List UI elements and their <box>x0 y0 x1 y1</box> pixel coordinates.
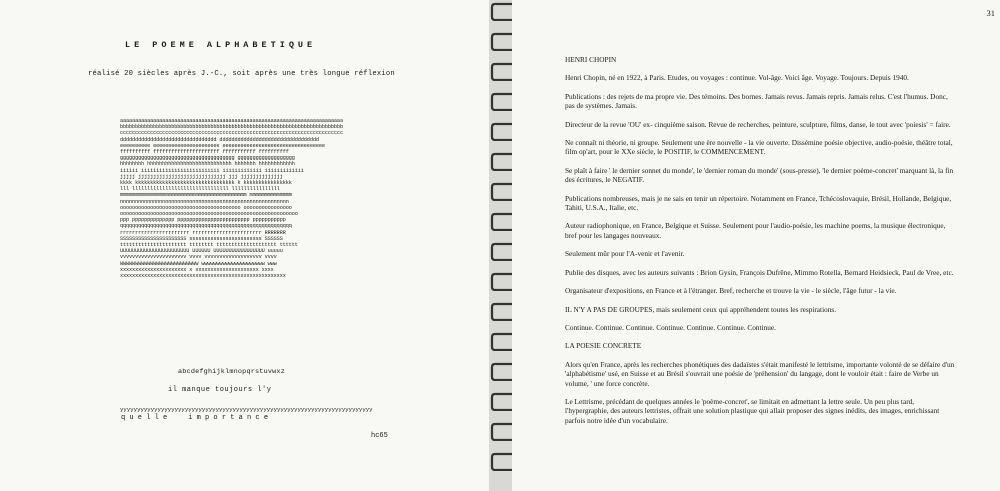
article-paragraph: Ne connaît ni théorie, ni groupe. Seulement une ère nouvelle - la vie ouverte. Dissémine poésie objective, audio-poésie, théâtre total, film op'art, pour le XXe siècle, le POSITIF, le COMMENCEMENT. <box>565 138 953 157</box>
article-paragraph: Continue. Continue. Continue. Continue. Continue. Continue. Continue. <box>565 322 776 332</box>
alphabet-line: xxxxxxxxxxxxxxxxxxxxxx x xxxxxxxxxxxxxxxxxxxxx xxxx <box>120 266 274 273</box>
article-paragraph: IL N'Y A PAS DE GROUPES, mais seulement ceux qui appréhendent toutes les respirations. <box>565 304 837 314</box>
article-paragraph: Henri Chopin, né en 1922, à Paris. Etudes, ou voyages : continue. Vol-âge. Voici âge. Voyage. Toujours. Depuis 1940. <box>565 73 909 83</box>
alphabet-line: xxxxxxxxxxxxxxxxxxxxxxxxxxxxxxxxxxxxxxxxxxxxxxxxxxxxxxx <box>120 273 286 280</box>
article-paragraph: Publications : des rejets de ma propre vie. Des témoins. Des bornes. Jamais revus. Jamais repris. Jamais relus. C'est l'humus. Donc, pas de systèmes. Jamais. <box>565 91 948 111</box>
signature: hc65 <box>371 432 388 440</box>
alphabet-line: gggggggggggggggggggggggggggggggggggggg ggggggggggggggggggg <box>120 155 295 162</box>
article-body <box>565 55 958 434</box>
alphabet-text: abcdefghijklmnopqrstuvwxz <box>178 368 285 376</box>
alphabet-line: qqqqqqqqqqqqqqqqqqqqqqqqqqqqqqqqqqqqqqqqqqqqqqqqqqqqqqqqq <box>120 223 292 230</box>
article-paragraph: Seulement mûr pour l'A-venir et l'avenir. <box>565 249 685 259</box>
alphabet-line: hhhhhhhh hhhhhhhhhhhhhhhhhhhhhhhhhhhh hhhhhhh hhhhhhhhhhhh <box>120 161 295 168</box>
article-paragraph: Organisateur d'expositions, en France et à l'étranger. Bref, recherche et trouve la vie - le siècle, l'âge futur - la vie. <box>565 286 897 296</box>
y-line: yyyyyyyyyyyyyyyyyyyyyyyyyyyyyyyyyyyyyyyyyyyyyyyyyyyyyyyyyyyyyyyyyyyyyyyyyy <box>120 406 373 413</box>
article-paragraph: Publie des disques, avec les auteurs suivants : Brion Gysin, François Dufrêne, Mimmo Rotella, Bernard Heidsieck, Paul de Vree, etc. <box>565 267 954 277</box>
alphabet-line: bbbbbbbbbbbbbbbbbbbbbbbbbbbbbbbbbbbbbbbbbbbbbbbbbbbbbbbbbbbbbbbbbbbbbbbbbb <box>120 124 343 131</box>
poem-subtitle: réalisé 20 siècles après J.-C., soit après une très longue réflexion <box>88 70 395 78</box>
alphabet-line: rrrrrrrrrrrrrrrrrrrrrrr rrrrrrrrrrrrrrrrrrrrrrr RRRRRRR <box>120 229 286 236</box>
alphabet-line: oooooooooooooooooooooooooooooooooooooooo oooooooooooooooo <box>120 204 292 211</box>
left-page <box>0 0 496 491</box>
alphabet-line: cccccccccccccccccccccccccccccccccccccccccccccccccccccccccccccccccccccccccc <box>120 130 343 137</box>
section-heading: LA POESIE CONCRETE <box>565 341 642 351</box>
alphabet-line: SSSSSSSSSSSSSSSSSSSSSS ssssssssssssssssssssssss SSSSSS <box>120 235 283 242</box>
alphabet-line: ppp pppppppppppppp pppppppppppppppppppppppp ppppppppppp <box>120 217 286 224</box>
article-paragraph: Directeur de la revue 'OU' ex- cinquième saison. Revue de recherches, peinture, sculpture, films, danse, le tout avec 'poiesis' = faire. <box>565 119 951 129</box>
quelle-importance-text: q u e l l e i m p o r t a n c e <box>121 414 269 422</box>
article-paragraph: Se plaît à faire ' le dernier sonnet du monde', le 'dernier roman du monde' (sous-presse), 'le dernier poème-concret' marquant là, la fin des écritures, le NEGATIF. <box>565 165 954 185</box>
article-paragraph: Auteur radiophonique, en France, Belgique et Suisse. Seulement pour l'audio-poésie, les machine poems, la musique électronique, bref pour les langages nouveaux. <box>565 221 946 240</box>
alphabet-line: eeeeeeeeee eeeeeeeeeeeeeeeeeeeeee eeeeeeeeeeeeeeeeeeeeeeeeeeeeeeeeee <box>120 142 325 149</box>
alphabet-line: mmmmmmmmmmmmmmmmmmmmmmmmmmmmmmmmmmmmmmmmmm mmmmmmmmmmmmmm <box>120 192 292 199</box>
article-heading: HENRI CHOPIN <box>565 55 617 64</box>
alphabet-line: iiiiii iiiiiiiiiiiiiiiiiiiiiiiiii iiiiiiiiiiiii iiiiiiiiiiiii <box>120 167 304 174</box>
right-page <box>512 0 1000 491</box>
alphabet-line: tttttttttttttttttttttt tttttttt tttttttttttttttttttt tttttt <box>120 242 298 249</box>
alphabet-line: vvvvvvvvvvvvvvvvvvvvvv vvvv vvvvvvvvvvvvvvvvvvv vvvv <box>120 254 277 261</box>
alphabet-line: ooooooooooooooooooooooooooooooooooooooooooooooooooooooooooo <box>120 211 298 218</box>
alphabet-line: nnnnnnnnnnnnnnnnnnnnnnnnnnnnnnnnnnnnnnnnnnnnnnnnnnnnnnnn <box>120 198 289 205</box>
alphabet-line: kkkk kkkkkkkkkkkkkkkkkkkkkkkkkkkkkkkkk k kkkkkkkkkkkkkkkk <box>120 180 292 187</box>
alphabet-line: dddddddddddddddddddddddddddddddd ddddddddddddddddddddddddddddddddd <box>120 136 319 143</box>
alphabet-line: WWWWWWWWWWWWWWWWWWWWWWWWWW wwwwwwwwwwwwwwwwwwwww www <box>120 260 277 267</box>
alphabet-line: ffffffffff ffffffffffffffffffffff fffffffffff ffffffffff <box>120 149 289 156</box>
article-paragraph: Publications nombreuses, mais je ne sais en tenir un répertoire. Notamment en France, Tchécoslovaquie, Brésil, Hollande, Belgique, Tahiti, U.S.A., Italie, etc. <box>565 193 952 213</box>
page-number: 31 <box>986 8 995 18</box>
alphabet-line: jjjjj jjjjjjjjjjjjjjjjjjjjjjjjjjjjj jjj jjjjjjjjjjjjjj <box>120 173 283 180</box>
poem-title: LE POEME ALPHABETIQUE <box>125 40 317 50</box>
section-paragraph: Le Lettrisme, précédant de quelques années le 'poème-concret', se limitait en admettant la lettre seule. Un peu plus tard, l'hypergraphie, des auteurs lettristes, offrait une solution plastique qui allait proposer des signes inédits, des images, enrichissant parfois notre idée d'un vocabulaire. <box>565 396 940 425</box>
alphabet-line: UUUUUUUUUUUUUUUUUUUUUUU UUUUUU UUUUUUUUUUUUUUUUU uuuuu <box>120 248 283 255</box>
alphabet-grid <box>120 118 380 279</box>
section-paragraph: Alors qu'en France, après les recherches phonétiques des dadaïstes s'était manifesté le lettrisme, importante volonté de se défaire d'un 'alphabétisme' usé, en Suisse et au Brésil s'ouvrait une poésie de 'préhension' du langage, dont le vouloir était : faire de Verbe un volume, ' une force concrète. <box>565 359 955 388</box>
missing-y-text: il manque toujours l'y <box>168 386 272 394</box>
alphabet-line: lll llllllllllllllllllllllllllllllll llllllllllllllll <box>120 186 280 193</box>
alphabet-line: aaaaaaaaaaaaaaaaaaaaaaaaaaaaaaaaaaaaaaaaaaaaaaaaaaaaaaaaaaaaaaaaaaaaaaaaaa <box>120 118 343 124</box>
